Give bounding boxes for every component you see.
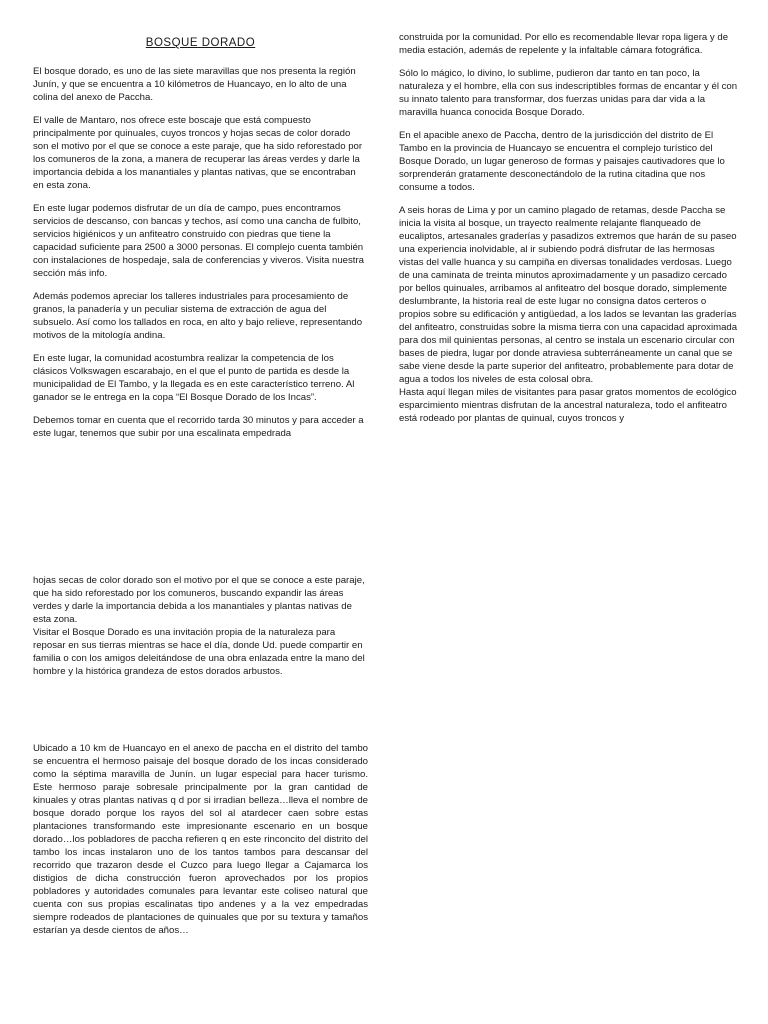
left-column xyxy=(33,37,368,450)
paragraph: Ubicado a 10 km de Huancayo en el anexo de paccha en el distrito del tambo se encuentra el hermoso paisaje del bosque dorado de los incas considerado como la séptima maravilla de Junín. un lugar especial para hacer turismo. Este hermoso paraje sobresale principalmente por la gran cantidad de kinuales y otras plantas nativas q d por si irradian belleza…lleva el nombre de bosque dorado porque los rayos del sol al atardecer caen sobre estas plantaciones transformando este impresionante escenario en un bosque dorado…los pobladores de paccha refieren q en este rinconcito del distrito del tambo los incas instalaron uno de los tantos tambos para descansar del recorrido que trazaron desde el Cuzco para luego llegar a Cajamarca los distigios de dicha construcción fueron aprovechados por los propios pobladores y autoridades comunales para levantar este coliseo natural que cuenta con sus propias escalinatas tipo andenes y a la vez empedradas siempre rodeados de plantaciones de quinuales que por su textura y tamaños estarían ya desde cientos de años… xyxy=(33,743,368,936)
paragraph: En este lugar, la comunidad acostumbra realizar la competencia de los clásicos Volkswagen escarabajo, en el que el punto de partida es desde la municipalidad de El Tambo, y la llegada es en este característico terreno. Al ganador se le entrega en la copa “El Bosque Dorado de los Incas”. xyxy=(33,353,355,403)
paragraph: El bosque dorado, es uno de las siete maravillas que nos presenta la región Junín, y que se encuentra a 10 kilómetros de Huancayo, en lo alto de una colina del anexo de Paccha. xyxy=(33,66,356,103)
paragraph: Debemos tomar en cuenta que el recorrido tarda 30 minutos y para acceder a este lugar, tenemos que subir por una escalinata empedrada xyxy=(33,415,364,439)
paragraph: El valle de Mantaro, nos ofrece este boscaje que está compuesto principalmente por quinuales, cuyos troncos y hojas secas de color dorado son el motivo por el que se conoce a este paraje, que ha sido reforestado por los comuneros de la zona, a manera de recuperar las áreas verdes y darle la importancia debida a los manantiales y plantas nativas, que se encontraban en esta zona. xyxy=(33,115,363,191)
paragraph: A seis horas de Lima y por un camino plagado de retamas, desde Paccha se inicia la visita al bosque, un trayecto realmente relajante flanqueado de eucaliptos, artesanales graderías y pasadizos extremos que harán de su paseo una experiencia inolvidable, al ir subiendo podrá disfrutar de las hermosas vistas del valle huanca y su campiña en diversas tonalidades verdosas. Luego de una caminata de treinta minutos aproximadamente y un pasadizo cercado por bellos quinuales, arribamos al anfiteatro del bosque dorado, simplemente deslumbrante, la historia real de este lugar no consigna datos certeros o propios sobre su edificación y antigüedad, a los lados se levantan las graderías del anfiteatro, construidas sobre la misma tierra con una capacidad aproximada para dos mil quinientas personas, al centro se instala un escenario circular con bases de piedra, lugar por donde atraviesa subterráneamente un canal que se sabe viene desde la parte superior del anfiteatro, probablemente para dotar de agua a todos los niveles de esta colosal obra. xyxy=(399,205,738,385)
paragraph: Hasta aquí llegan miles de visitantes para pasar gratos momentos de ecológico esparcimiento mientras disfrutan de la ancestral naturaleza, todo el anfiteatro está rodeado por plantas de quinual, cuyos troncos y xyxy=(399,387,737,424)
paragraph: En este lugar podemos disfrutar de un día de campo, pues encontramos servicios de descanso, con bancas y techos, así como una cancha de fulbito, servicios higiénicos y un anfiteatro construido con piedras que tiene la capacidad suficiente para 2500 a 3000 personas. El complejo cuenta también con instalaciones de hospedaje, sala de conferencias y viveros. Visita nuestra sección más info. xyxy=(33,203,365,279)
paragraph: Además podemos apreciar los talleres industriales para procesamiento de granos, la panadería y un peculiar sistema de extracción de agua del subsuelo. Así como los tallados en roca, en alto y bajo relieve, representando motivos de la mitología andina. xyxy=(33,291,363,341)
paragraph: En el apacible anexo de Paccha, dentro de la jurisdicción del distrito de El Tambo en la provincia de Huancayo se encuentra el complejo turístico del Bosque Dorado, un lugar generoso de formas y paisajes cautivadores que lo sorprenderán gratamente desconectándolo de la rutina citadina que nos consume a todos. xyxy=(399,130,725,193)
paragraph: Sólo lo mágico, lo divino, lo sublime, pudieron dar tanto en tan poco, la naturaleza y el hombre, ella con sus indescriptibles formas de encantar y él con su innato talento para transformar, dos fuerzas unidas para dar vida a la maravilla huanca conocida Bosque Dorado. xyxy=(399,68,738,118)
paragraph: hojas secas de color dorado son el motivo por el que se conoce a este paraje, que ha sido reforestado por los comuneros, buscando expandir las áreas verdes y darle la importancia debida a los manantiales y plantas nativas de esta zona. xyxy=(33,575,365,625)
paragraph: Visitar el Bosque Dorado es una invitación propia de la naturaleza para reposar en sus tierras mientras se hace el día, donde Ud. puede compartir en familia o con los amigos deleitándose de una obra enlazada entre la mano del hombre y la histórica grandeza de estos dorados arbustos. xyxy=(33,627,365,677)
right-column xyxy=(399,31,739,425)
paragraph: construida por la comunidad. Por ello es recomendable llevar ropa ligera y de media estación, además de repelente y la infaltable cámara fotográfica. xyxy=(399,32,729,56)
continuation-block xyxy=(33,574,368,678)
page-title: BOSQUE DORADO xyxy=(145,37,256,49)
location-block xyxy=(33,742,368,937)
